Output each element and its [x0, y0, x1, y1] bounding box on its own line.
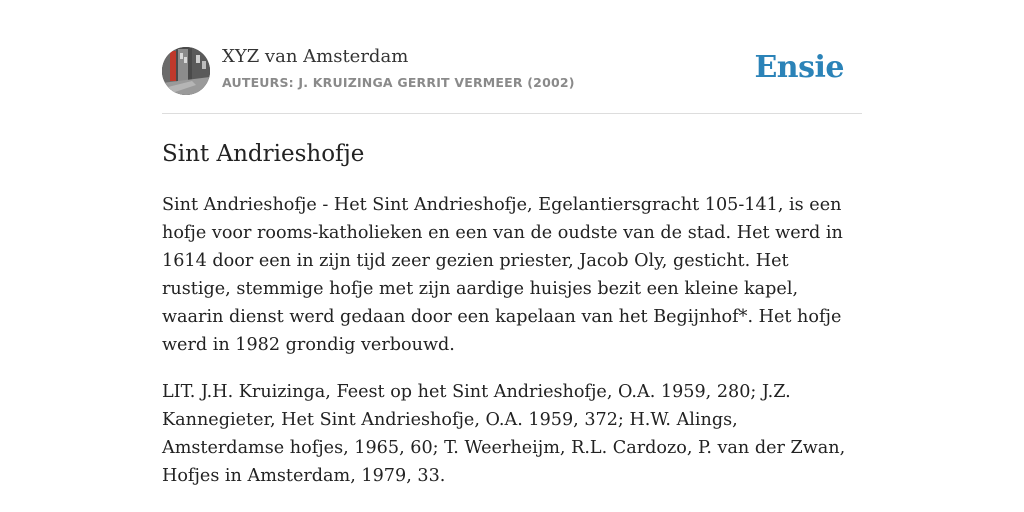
entry-card [162, 40, 862, 490]
source-avatar[interactable] [162, 47, 210, 95]
source-title[interactable]: XYZ van Amsterdam [222, 46, 409, 67]
ensie-logo[interactable]: Ensie [754, 50, 844, 85]
entry-literature: LIT. J.H. Kruizinga, Feest op het Sint Andrieshofje, O.A. 1959, 280; J.Z. Kannegieter, Het Sint Andrieshofje, O.A. 1959, 372; H.W. Alings, Amsterdamse hofjes, 1965, 60; T. Weerheijm, R.L. Cardozo, P. van der Zwan, Hofjes in Amsterdam, 1979, 33. [162, 382, 846, 486]
street-photo-icon [162, 47, 210, 95]
entry-title: Sint Andrieshofje [162, 141, 365, 167]
source-authors: AUTEURS: J. KRUIZINGA GERRIT VERMEER (2002) [222, 75, 575, 90]
source-header [162, 40, 862, 114]
entry-description: Sint Andrieshofje - Het Sint Andrieshofje, Egelantiersgracht 105-141, is een hofje voor rooms-katholieken en een van de oudste van de stad. Het werd in 1614 door een in zijn tijd zeer gezien priester, Jacob Oly, gesticht. Het rustige, stemmige hofje met zijn aardige huisjes bezit een kleine kapel, waarin dienst werd gedaan door een kapelaan van het Begijnhof*. Het hofje werd in 1982 grondig verbouwd. [162, 195, 843, 355]
